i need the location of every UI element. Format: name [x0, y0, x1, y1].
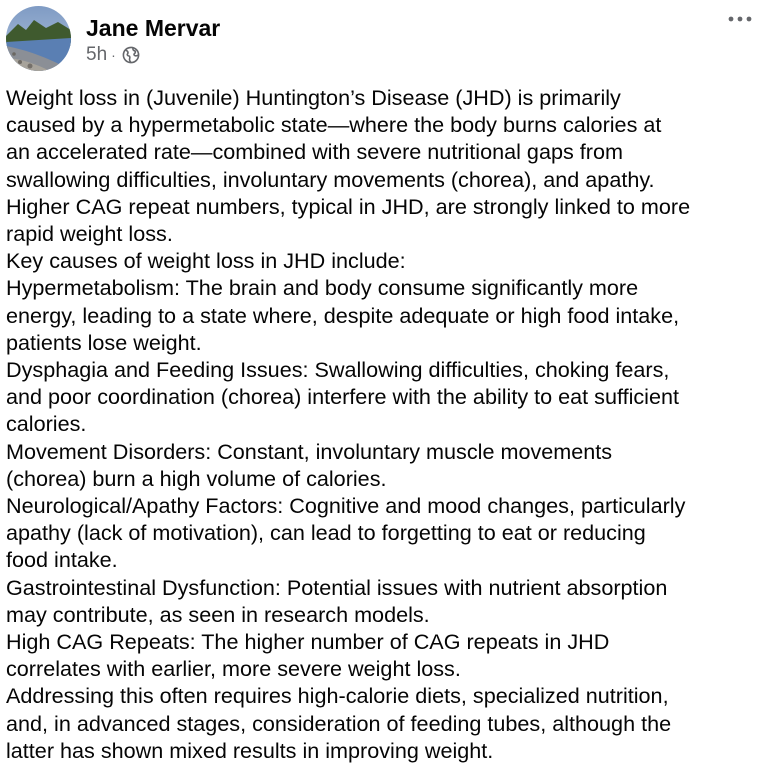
post-paragraph-hypermetabolism: Hypermetabolism: The brain and body consume significantly more energy, leading to a state where, despite adequate or high food intake, patients lose weight. — [6, 275, 680, 355]
avatar[interactable] — [6, 6, 71, 71]
globe-icon[interactable] — [122, 46, 140, 64]
author-name[interactable]: Jane Mervar — [86, 15, 221, 41]
timestamp[interactable]: 5h — [86, 44, 108, 65]
post-paragraph-key-causes: Key causes of weight loss in JHD include: — [6, 248, 406, 274]
more-options-button[interactable] — [724, 8, 756, 30]
post-meta — [86, 44, 140, 66]
avatar-photo — [6, 6, 71, 71]
post-text — [6, 84, 760, 764]
more-horizontal-icon — [728, 16, 752, 22]
post-paragraph-neurological: Neurological/Apathy Factors: Cognitive and mood changes, particularly apathy (lack of motivation), can lead to forgetting to eat or reducing food intake. — [6, 493, 686, 573]
post-paragraph-movement-disorders: Movement Disorders: Constant, involuntary muscle movements (chorea) burn a high volume of calories. — [6, 438, 613, 491]
post-paragraph-cag-repeats: High CAG Repeats: The higher number of CAG repeats in JHD correlates with earlier, more severe weight loss. — [6, 629, 610, 682]
post-paragraph-gastrointestinal: Gastrointestinal Dysfunction: Potential issues with nutrient absorption may contribute, as seen in research models. — [6, 574, 668, 627]
meta-separator: · — [111, 47, 116, 63]
post-paragraph-dysphagia: Dysphagia and Feeding Issues: Swallowing difficulties, choking fears, and poor coordination (chorea) interfere with the ability to eat sufficient calories. — [6, 357, 679, 437]
post-header — [6, 6, 758, 76]
post-paragraph-intro: Weight loss in (Juvenile) Huntington’s Disease (JHD) is primarily caused by a hypermetabolic state—where the body burns calories at an accelerated rate—combined with severe nutritional gaps from swallowing difficulties, involuntary movements (chorea), and apathy. Higher CAG repeat numbers, typical in JHD, are strongly linked to more rapid weight loss. — [6, 85, 691, 247]
post-paragraph-addressing: Addressing this often requires high-calorie diets, specialized nutrition, and, in advanced stages, consideration of feeding tubes, although the latter has shown mixed results in improving weight. — [6, 683, 672, 763]
